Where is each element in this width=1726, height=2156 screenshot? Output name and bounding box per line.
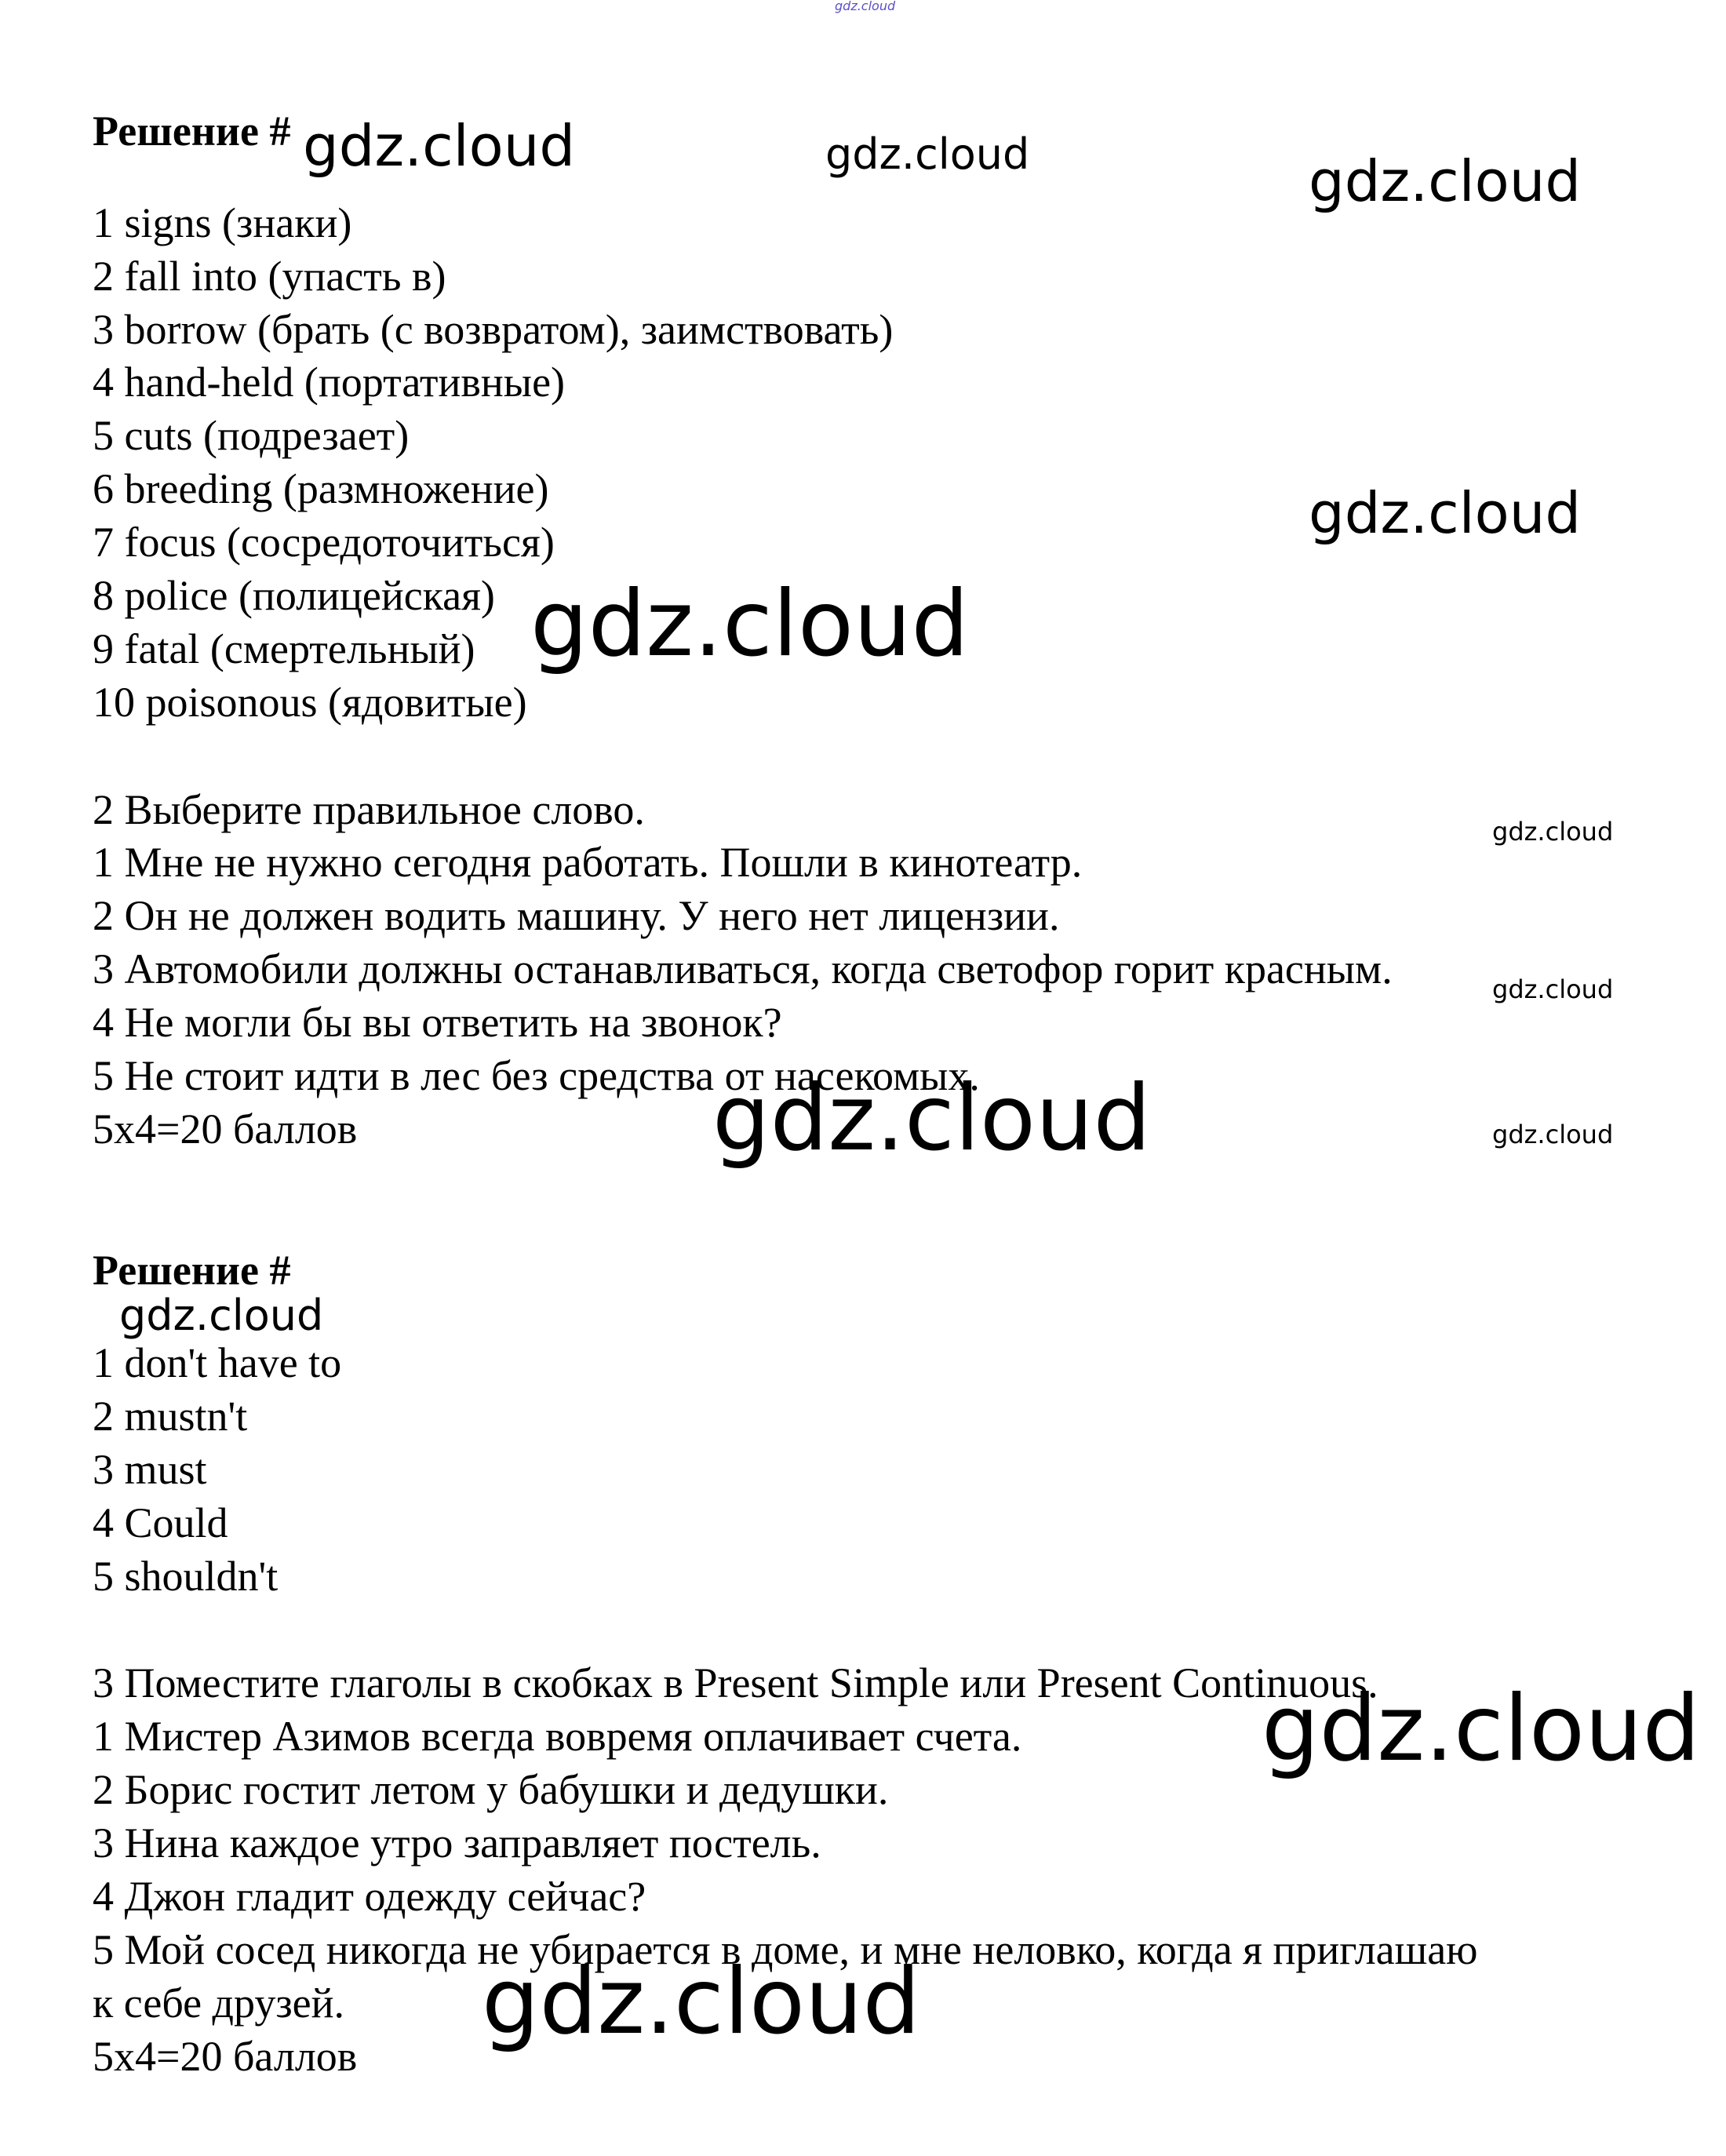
section2-task-item: к себе друзей. [93, 1979, 345, 2027]
watermark: gdz.cloud [1309, 148, 1582, 214]
section2-item: 5 shouldn't [93, 1553, 279, 1600]
section1-item: 7 focus (сосредоточиться) [93, 519, 555, 566]
section1-score: 5x4=20 баллов [93, 1105, 358, 1153]
section1-task-item: 4 Не могли бы вы ответить на звонок? [93, 999, 782, 1046]
section1-item: 3 borrow (брать (с возвратом), заимствовать) [93, 306, 894, 353]
section2-task-item: 5 Мой сосед никогда не убирается в доме, и мне неловко, когда я приглашаю [93, 1926, 1478, 1973]
section1-item: 5 cuts (подрезает) [93, 412, 410, 459]
watermark: gdz.cloud [825, 129, 1030, 179]
watermark: gdz.cloud [482, 1949, 921, 2055]
section2-item: 2 mustn't [93, 1393, 248, 1440]
watermark: gdz.cloud [303, 113, 576, 179]
section1-task-item: 1 Мне не нужно сегодня работать. Пошли в кинотеатр. [93, 839, 1083, 886]
section2-score: 5x4=20 баллов [93, 2033, 358, 2080]
watermark: gdz.cloud [119, 1291, 324, 1340]
watermark: gdz.cloud [1492, 817, 1614, 847]
watermark: gdz.cloud [1309, 480, 1582, 546]
section2-task-item: 2 Борис гостит летом у бабушки и дедушки. [93, 1766, 889, 1813]
section2-task-item: 1 Мистер Азимов всегда вовремя оплачивает счета. [93, 1713, 1022, 1760]
watermark: gdz.cloud [1262, 1676, 1701, 1782]
section1-heading: Решение # [93, 107, 291, 155]
section1-task-item: 5 Не стоит идти в лес без средства от насекомых. [93, 1052, 980, 1099]
section1-item: 1 signs (знаки) [93, 199, 352, 246]
section1-item: 2 fall into (упасть в) [93, 253, 446, 300]
section2-item: 3 must [93, 1446, 207, 1493]
section1-item: 9 fatal (смертельный) [93, 625, 475, 672]
section1-item: 6 breeding (размножение) [93, 465, 549, 512]
watermark: gdz.cloud [530, 571, 970, 677]
watermark: gdz.cloud [835, 0, 896, 13]
watermark: gdz.cloud [1492, 1120, 1614, 1149]
section2-task-title: 3 Поместите глаголы в скобках в Present Simple или Present Continuous. [93, 1659, 1378, 1706]
section1-task-title: 2 Выберите правильное слово. [93, 786, 645, 833]
section2-task-item: 3 Нина каждое утро заправляет постель. [93, 1819, 821, 1866]
section2-item: 4 Could [93, 1499, 228, 1546]
section2-heading: Решение # [93, 1247, 291, 1294]
section1-task-item: 3 Автомобили должны останавливаться, когда светофор горит красным. [93, 945, 1393, 992]
section2-item: 1 don't have to [93, 1339, 342, 1386]
watermark: gdz.cloud [712, 1065, 1152, 1171]
section2-task-item: 4 Джон гладит одежду сейчас? [93, 1873, 646, 1920]
section1-item: 10 poisonous (ядовитые) [93, 679, 527, 726]
section1-item: 4 hand-held (портативные) [93, 359, 566, 406]
watermark: gdz.cloud [1492, 974, 1614, 1004]
section1-task-item: 2 Он не должен водить машину. У него нет лицензии. [93, 892, 1060, 939]
section1-item: 8 police (полицейская) [93, 572, 495, 619]
